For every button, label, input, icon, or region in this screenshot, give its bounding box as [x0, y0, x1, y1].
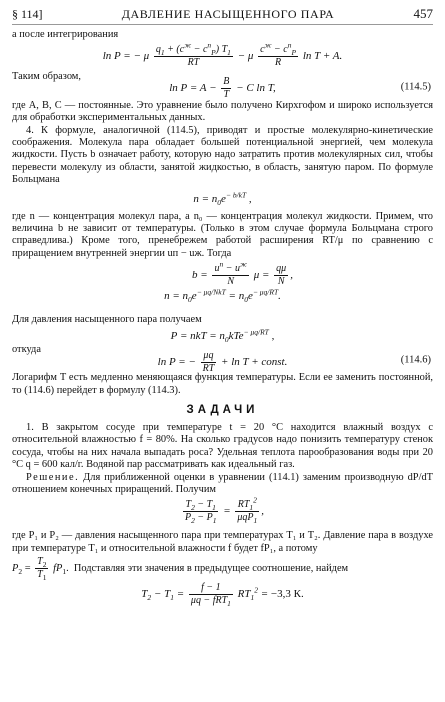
problem-1: 1. В закрытом сосуде при температуре t = 20 °С находится влажный воздух с относительной влажностью f = 80%. На сколько градусов надо понизить температуру стенок сосуда, чтобы на них начала выпадать роса? Удельная теплота парообразования воды при 20 °С q = 600 кал/г. Водяной пар рассматривать как идеальный газ.: [12, 421, 433, 471]
paragraph-11: где P₁ и P₂ — давления насыщенного пара при температурах T₁ и T₂. Давление пара в воздухе при температуре T₁ и относительной влажности f будет fP₁, а потому: [12, 530, 433, 554]
equation-boltzmann: $n = n_0e^{- b/kT}$ ,: [193, 190, 252, 207]
paragraph-6: Для давления насыщенного пара получаем: [12, 314, 202, 326]
paragraph-4: 4. К формуле, аналогичной (114.5), приводят и простые молекулярно-кинетические соображения. Молекула пара обладает большей потенциальной энергией, чем молекула жидкости. Пусть b означает работу, которую надо затратить против молекулярных сил, чтобы перевести молекулу из области, занятой жидкостью, в область, занятую паром. По формуле Больцмана: [12, 124, 433, 186]
paragraph-3: где A, B, C — постоянные. Это уравнение было получено Кирхгофом и широко используется для обработки экспериментальных данных.: [12, 99, 433, 124]
section-title: ЗАДАЧИ: [186, 403, 259, 416]
equation-b-and-n: b = $\frac{u^п - u^ж}{N}$ μ = $\frac{q\mu}{N}$ , $n = n_0e^{- \mu q/NkT} = n_0e^{- \mu q/RT}$.: [164, 259, 293, 305]
page-number: 457: [413, 6, 433, 21]
solution-text: Для приближенной оценки в уравнении (114.1) заменим производную dP/dT отношением конечных приращений. Получим: [12, 471, 433, 495]
equation-114-5: ln P = A − $\frac{B}{T}$ − C ln T, (114.5): [169, 75, 431, 100]
equation-number: (114.5): [400, 81, 431, 93]
paragraph-12: $P_2$ = $\frac{T_2}{T_1}$ $fP_1$. Подставляя эти значения в предыдущее соотношение, найдем: [12, 556, 349, 583]
equation-final: $T_2 - T_1$ = $\frac{f - 1}{\mu q - fRT_1}$ $RT_1^2 = -3,3$ К.: [141, 582, 304, 609]
paragraph-1: а после интегрирования: [12, 29, 119, 40]
equation-pressure: P = nkT = $n_0kTe^{- \mu q/RT}$ ,: [170, 327, 275, 344]
paragraph-12-tail: Подставляя эти значения в предыдущее соотношение, найдем: [73, 563, 349, 575]
paragraph-5: где n — концентрация молекул пара, a n₀ — концентрация молекул жидкости. Примем, что величина b не зависит от температуры. (Только в этом случае формула Больцмана строго справедлива.) Кроме того, пренебрежем работой расширения RT/μ по сравнению с приращением внутренней энергии uп − uж. Тогда: [12, 210, 433, 259]
paragraph-7: откуда: [12, 343, 41, 355]
page-header: [12, 6, 433, 25]
solution-label: Решение.: [26, 471, 80, 483]
equation-number: (114.6): [400, 354, 431, 366]
equation-114-6: ln P = − $\frac{\mu q}{RT}$ + ln T + const. (114.6): [157, 350, 431, 375]
equation-finite-diff: $\frac{T_2 - T_1}{P_2 - P_1}$ = $\frac{RT_1^2}{\mu qP_1}$ ,: [184, 496, 265, 526]
solution-paragraph: [12, 472, 433, 497]
paragraph-8: Логарифм T есть медленно меняющаяся функция температуры. Если ее заменить постоянной, то (114.6) перейдет в формулу (114.3).: [12, 372, 433, 396]
final-value: −3,3 К.: [270, 588, 304, 601]
equation-integrated: ln P = − μ $\frac{q_1 + (c^ж - c^п_P) T_1}{RT}$ − μ $\frac{c^ж - c^п_P}{R}$ ln T + A.: [102, 41, 343, 69]
paragraph-2: Таким образом,: [12, 71, 81, 83]
running-title: ДАВЛЕНИЕ НАСЫЩЕННОГО ПАРА: [121, 7, 335, 21]
section-ref: § 114]: [12, 7, 43, 21]
